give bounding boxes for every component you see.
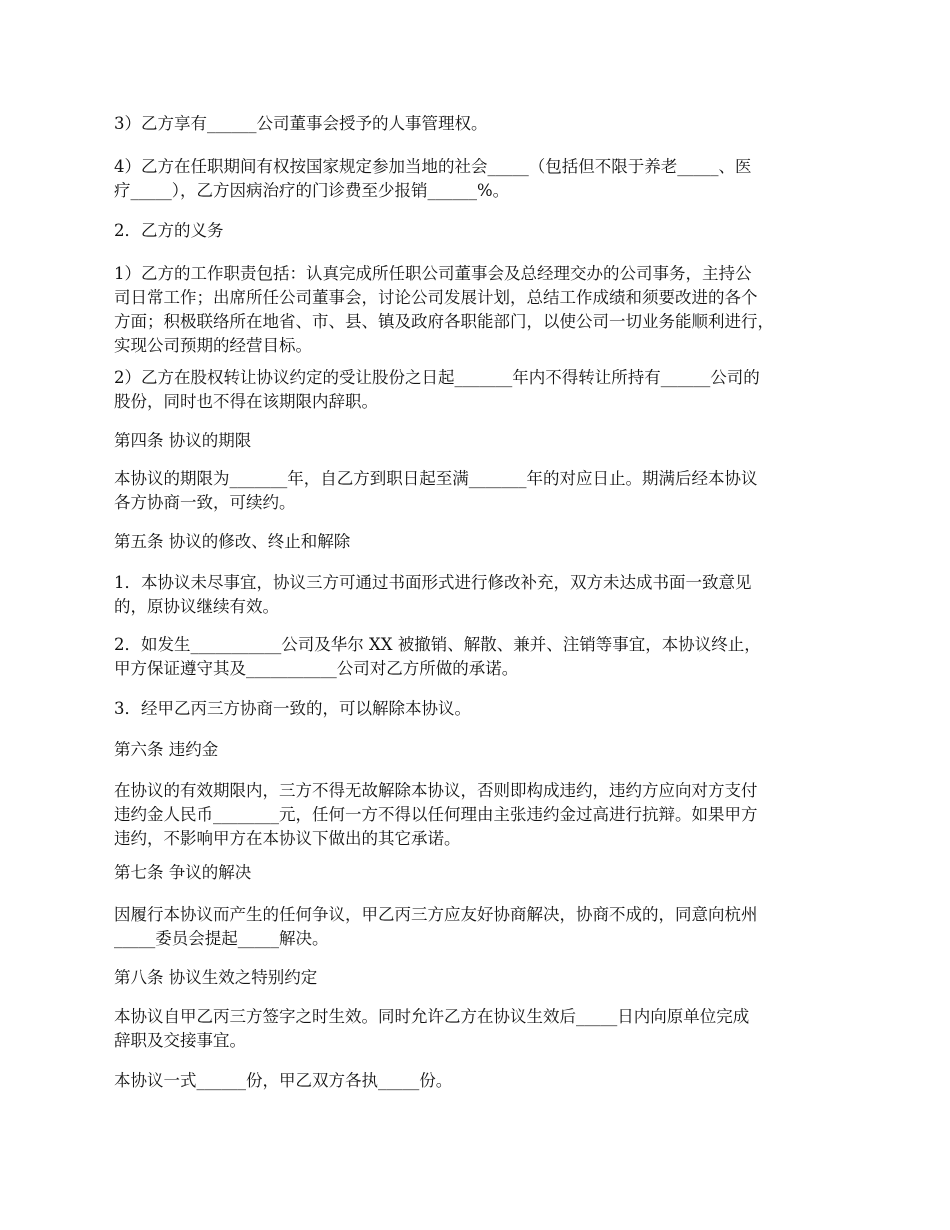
clause-effective — [114, 1005, 854, 1053]
text-line: 本协议一式______份，甲乙双方各执_____份。 — [114, 1071, 453, 1090]
article-8-heading — [114, 966, 854, 990]
article-4-heading — [114, 429, 854, 453]
text-line: 因履行本协议而产生的任何争议，甲乙丙三方应友好协商解决，协商不成的，同意向杭州 — [114, 905, 758, 924]
text-line: 股份，同时也不得在该期限内辞职。 — [114, 392, 378, 411]
text-line: 1．本协议未尽事宜，协议三方可通过书面形式进行修改补充，双方未达成书面一致意见 — [114, 573, 752, 592]
text-line: 1）乙方的工作职责包括：认真完成所任职公司董事会及总经理交办的公司事务，主持公 — [114, 264, 752, 283]
text-line: 方面；积极联络所在地省、市、县、镇及政府各职能部门，以使公司一切业务能顺利进行， — [114, 312, 774, 331]
clause-copies — [114, 1069, 854, 1093]
clause-penalty — [114, 779, 854, 851]
clause-rescission — [114, 697, 854, 721]
text-line: 4）乙方在任职期间有权按国家规定参加当地的社会_____（包括但不限于养老_____、医 — [114, 157, 752, 176]
clause-amendment — [114, 571, 854, 619]
clause-share-lockup — [114, 366, 854, 414]
article-5-heading — [114, 530, 854, 554]
text-line: 第八条 协议生效之特别约定 — [114, 968, 318, 987]
text-line: 3．经甲乙丙三方协商一致的，可以解除本协议。 — [114, 699, 471, 718]
clause-term — [114, 467, 854, 515]
text-line: 在协议的有效期限内，三方不得无故解除本协议，否则即构成违约，违约方应向对方支付 — [114, 781, 758, 800]
clause-social-insurance — [114, 155, 854, 203]
article-6-heading — [114, 738, 854, 762]
text-line: 司日常工作；出席所任公司董事会，讨论公司发展计划，总结工作成绩和须要改进的各个 — [114, 288, 758, 307]
clause-personnel-right — [114, 112, 854, 136]
text-line: 疗_____），乙方因病治疗的门诊费至少报销______%。 — [114, 181, 510, 200]
text-line: 实现公司预期的经营目标。 — [114, 336, 312, 355]
text-line: 各方协商一致，可续约。 — [114, 493, 296, 512]
text-line: 辞职及交接事宜。 — [114, 1031, 246, 1050]
text-line: 2）乙方在股权转让协议约定的受让股份之日起_______年内不得转让所持有______公司的 — [114, 368, 760, 387]
text-line: 违约，不影响甲方在本协议下做出的其它承诺。 — [114, 829, 461, 848]
clause-job-duties — [114, 262, 854, 358]
text-line: 第七条 争议的解决 — [114, 863, 252, 882]
article-7-heading — [114, 861, 854, 885]
text-line: 甲方保证遵守其及___________公司对乙方所做的承诺。 — [114, 659, 519, 678]
text-line: 2．如发生___________公司及华尔 XX 被撤销、解散、兼并、注销等事宜，本协议终止， — [114, 635, 761, 654]
text-line: 的，原协议继续有效。 — [114, 597, 279, 616]
clause-termination — [114, 633, 854, 681]
text-line: 3）乙方享有______公司董事会授予的人事管理权。 — [114, 114, 488, 133]
clause-dispute — [114, 903, 854, 951]
text-line: 第六条 违约金 — [114, 740, 219, 759]
text-line: 2．乙方的义务 — [114, 221, 224, 240]
text-line: 违约金人民币________元，任何一方不得以任何理由主张违约金过高进行抗辩。如果甲方 — [114, 805, 758, 824]
text-line: 本协议的期限为_______年，自乙方到职日起至满_______年的对应日止。期满后经本协议 — [114, 469, 758, 488]
text-line: _____委员会提起_____解决。 — [114, 929, 329, 948]
text-line: 第五条 协议的修改、终止和解除 — [114, 532, 351, 551]
text-line: 第四条 协议的期限 — [114, 431, 252, 450]
text-line: 本协议自甲乙丙三方签字之时生效。同时允许乙方在协议生效后_____日内向原单位完成 — [114, 1007, 750, 1026]
section-heading-duties — [114, 219, 854, 243]
